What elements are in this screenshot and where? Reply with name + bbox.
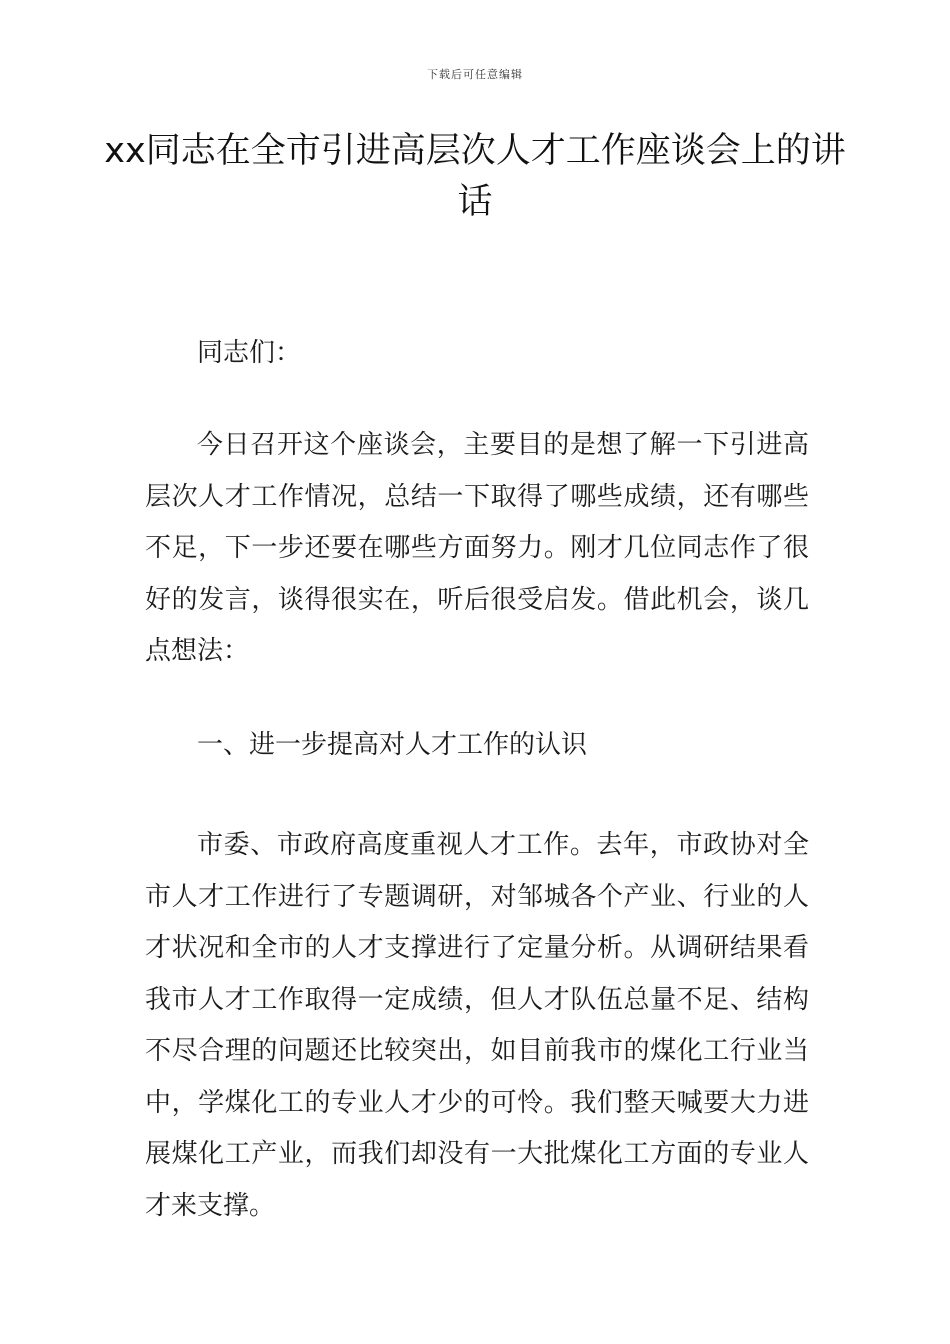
document-title: xx同志在全市引进高层次人才工作座谈会上的讲话 bbox=[104, 131, 846, 222]
salutation: 同志们： bbox=[197, 338, 302, 368]
intro-paragraph: 今日召开这个座谈会，主要目的是想了解一下引进高层次人才工作情况，总结一下取得了哪些成绩，还有哪些不足，下一步还要在哪些方面努力。刚才几位同志作了很好的发言，谈得很实在，听后很受启发。借此机会，谈几点想法： bbox=[145, 430, 809, 666]
section-heading: 一、进一步提高对人才工作的认识 bbox=[197, 730, 588, 760]
header-note: 下载后可任意编辑 bbox=[427, 68, 523, 81]
section-body-paragraph: 市委、市政府高度重视人才工作。去年，市政协对全市人才工作进行了专题调研，对邹城各个产业、行业的人才状况和全市的人才支撑进行了定量分析。从调研结果看我市人才工作取得一定成绩，但人才队伍总量不足、结构不尽合理的问题还比较突出，如目前我市的煤化工行业当中，学煤化工的专业人才少的可怜。我们整天喊要大力进展煤化工产业，而我们却没有一大批煤化工方面的专业人才来支撑。 bbox=[145, 830, 809, 1221]
